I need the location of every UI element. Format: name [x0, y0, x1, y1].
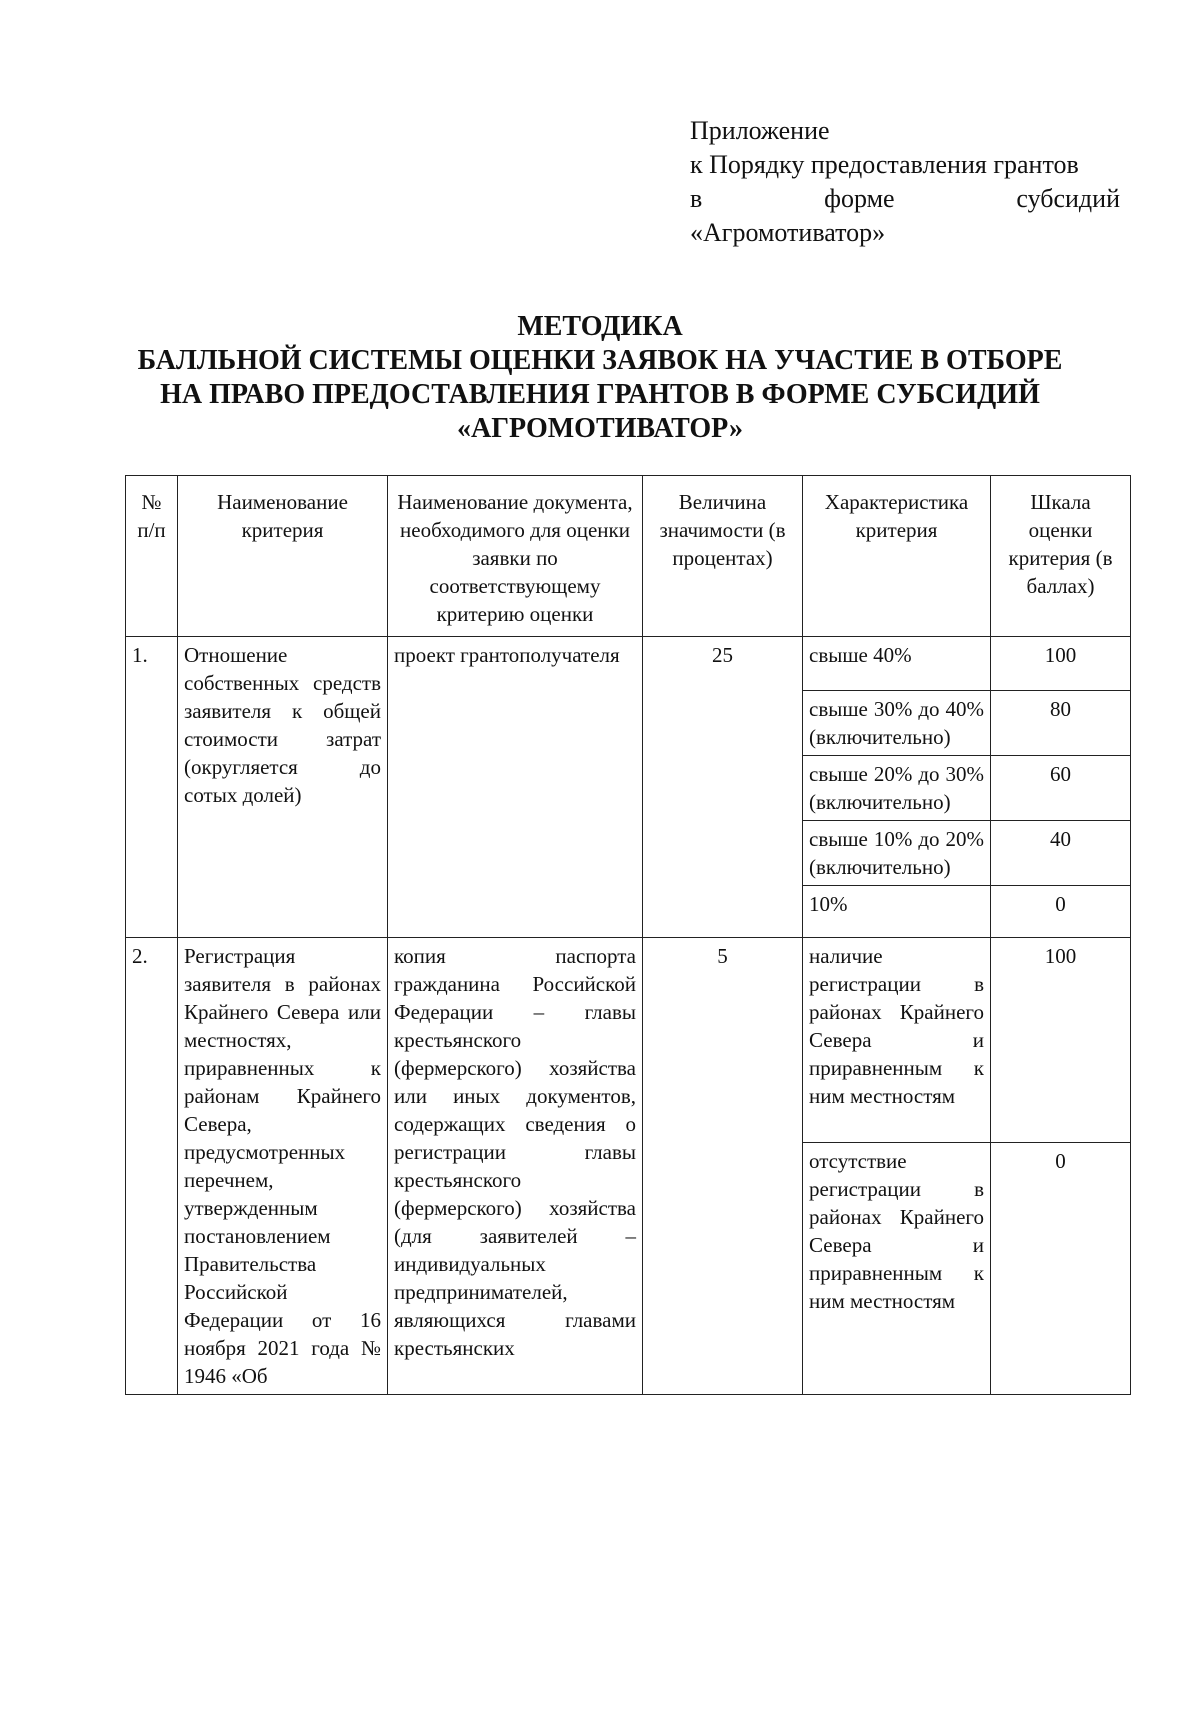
level-score: 0 [991, 886, 1131, 938]
appendix-block [690, 114, 1120, 250]
level-score: 60 [991, 756, 1131, 821]
level-score: 100 [991, 637, 1131, 691]
weight-value: 5 [643, 938, 803, 1395]
table-row [126, 938, 1131, 1143]
criterion-level: свыше 20% до 30% (включительно) [803, 756, 991, 821]
criterion-level: свыше 10% до 20% (включительно) [803, 821, 991, 886]
appendix-line: Приложение [690, 116, 830, 145]
appendix-line: «Агромотиватор» [690, 218, 886, 247]
criterion-level: наличие регистрации в районах Крайнего Севера и приравненным к ним местностям [803, 938, 991, 1143]
title-line: НА ПРАВО ПРЕДОСТАВЛЕНИЯ ГРАНТОВ В ФОРМЕ СУБСИДИЙ [160, 379, 1040, 410]
appendix-word: форме [824, 184, 895, 213]
criteria-table [125, 475, 1131, 1395]
document-title [0, 310, 1200, 446]
criterion-level: 10% [803, 886, 991, 938]
criterion-name: Регистрация заявителя в районах Крайнего Севера или местностях, приравненных к районам Крайнего Севера, предусмотренных перечнем, утвержденным постановлением Правительства Российской Федерации от 16 ноября 2021 года № 1946 «Об [178, 938, 388, 1395]
level-score: 100 [991, 938, 1131, 1143]
appendix-line: к Порядку предоставления грантов [690, 150, 1079, 179]
table-header-row [126, 476, 1131, 637]
level-score: 40 [991, 821, 1131, 886]
header-characteristic: Характеристика критерия [803, 476, 991, 637]
table-row [126, 637, 1131, 691]
level-score: 80 [991, 691, 1131, 756]
appendix-word: в [690, 184, 703, 213]
criterion-name: Отношение собственных средств заявителя к общей стоимости затрат (округляется до сотых долей) [178, 637, 388, 938]
appendix-word: субсидий [1016, 184, 1120, 213]
criterion-level: отсутствие регистрации в районах Крайнего Севера и приравненным к ним местностям [803, 1143, 991, 1395]
document-name: проект грантополучателя [388, 637, 643, 938]
weight-value: 25 [643, 637, 803, 938]
row-number: 1. [126, 637, 178, 938]
criterion-level: свыше 30% до 40% (включительно) [803, 691, 991, 756]
title-line: МЕТОДИКА [517, 311, 683, 342]
header-document: Наименование документа, необходимого для оценки заявки по соответствующему критерию оценки [388, 476, 643, 637]
header-num: № п/п [126, 476, 178, 637]
document-name: копия паспорта гражданина Российской Федерации – главы крестьянского (фермерского) хозяйства или иных документов, содержащих сведения о регистрации главы крестьянского (фермерского) хозяйства (для заявителей – индивидуальных предпринимателей, являющихся главами крестьянских [388, 938, 643, 1395]
level-score: 0 [991, 1143, 1131, 1395]
header-criterion: Наименование критерия [178, 476, 388, 637]
criterion-level: свыше 40% [803, 637, 991, 691]
header-score: Шкала оценки критерия (в баллах) [991, 476, 1131, 637]
title-line: «АГРОМОТИВАТОР» [457, 413, 743, 444]
appendix-line-justified [690, 182, 1120, 216]
header-weight: Величина значимости (в процентах) [643, 476, 803, 637]
title-line: БАЛЛЬНОЙ СИСТЕМЫ ОЦЕНКИ ЗАЯВОК НА УЧАСТИЕ В ОТБОРЕ [137, 345, 1063, 376]
row-number: 2. [126, 938, 178, 1395]
